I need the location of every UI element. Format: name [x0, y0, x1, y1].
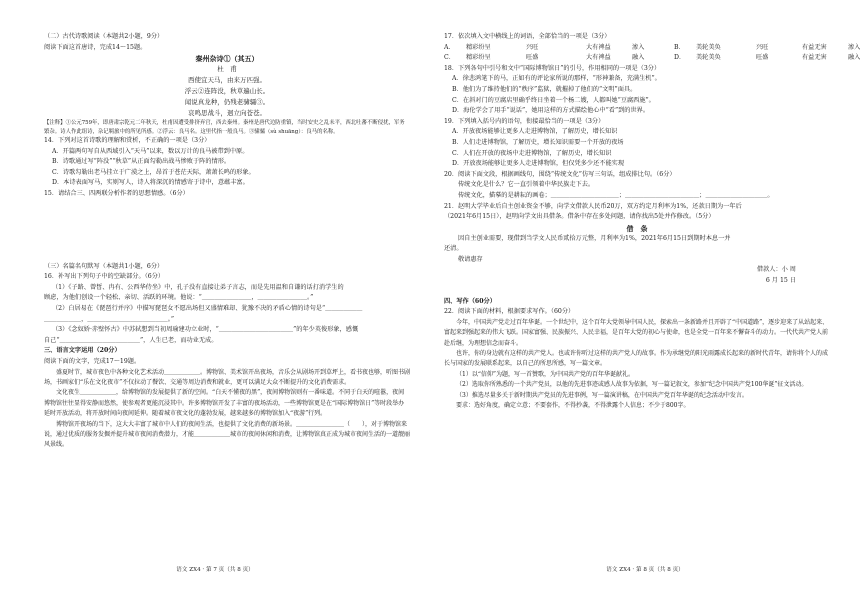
option-letter: A．	[444, 43, 455, 51]
q14-option: A．开篇两句写自从西域引入“天马”以来，数以万计的良马被带到中原。	[52, 147, 249, 155]
spacer	[444, 287, 830, 297]
writing-material: 今年，中国共产党走过百年华诞。一个世纪中，这个百年大党领导中国人民，探索出一条新路并且开辟了“中国道路”，逐步迎来了从站起来、富起来到强起来的伟大飞跃。国家富强、民族振兴、人民幸福，是百年大党的初心与使命，也是全党一百年来不懈奋斗的动力。一代代共产党人前赴后继，为理想信念而奋斗。	[444, 318, 829, 347]
option-letter: B．	[674, 43, 685, 51]
q17-options-row	[444, 53, 860, 64]
page-footer: 语文 ZX4 · 第 8 页（共 8 页）	[606, 567, 684, 573]
question-15: 15．请结合三、四两联分析作者的思想情感。（6分）	[44, 189, 189, 197]
poem-line: 哀鸣思战斗，迥立向苍苍。	[188, 109, 266, 118]
section-heading-dictation: （三）名篇名句默写（本题共1小题，6分）	[44, 262, 164, 270]
section-heading-language: 三、语言文字运用（20分）	[44, 347, 121, 355]
option-word: 兴旺	[526, 43, 539, 51]
poem-line: 西使宜天马，由来万匹强。	[188, 76, 266, 85]
option-word: 兴旺	[756, 43, 769, 51]
writing-task: （1）以“信仰”为题，写一首赞歌，为中国共产党的百年华诞献礼。	[456, 370, 634, 378]
option-word: 旺盛	[526, 54, 539, 62]
q18-option: B．他们为了维持他们的“秩序”监狱，就摧掉了他们的“文明”面具。	[452, 85, 637, 93]
iou-body: 因自主创业需要，现借到当学文人民币贰拾万元整，月利率为1%，2021年6月15日到期时本息一并	[458, 234, 731, 242]
iou-date: 6 月 15 日	[765, 277, 796, 285]
iou-closing: 敬请惠存	[458, 255, 483, 263]
option-word: 精彩纷呈	[466, 43, 491, 51]
right-page	[430, 0, 860, 589]
q16-item: （2）白居易在《琵琶行并序》中描写琵琶女不愿出场但又盛情难却、犹豫不决的矛盾心情的诗句是“＿＿＿＿＿＿	[52, 304, 363, 312]
question-18: 18．下列各句中引号和文中“国际博物馆日”的引号，作用相同的一项是（3分）	[444, 64, 661, 72]
option-word: 美轮美奂	[696, 43, 721, 51]
question-21-cont: （2021年6月15日），赵明向学文出具借条。借条中存在多处问题，请你找出5处并作修改。（5分）	[444, 213, 715, 221]
poem-author: 杜 甫	[217, 65, 237, 74]
iou-signature: 借款人：小 周	[756, 266, 796, 274]
writing-requirement: 要求：选好角度，确定立意；不要套作，不得抄袭，不得泄露个人信息；不少于800字。	[456, 402, 690, 410]
q18-option: D．海伦学会了用手“说话”，她用这样的方式描绘他心中“看”到的世界。	[452, 107, 650, 115]
writing-task: （3）推选尽量多关于新时期共产党员的先进事例，写一篇演讲稿，在中国共产党百年华诞的纪念活动中发言。	[456, 391, 748, 399]
language-passage: 文化夜生＿＿＿＿＿＿，给博物馆的发展提供了新的空间。“白天不懂夜的黑”，夜间博物馆则有一番味道。不同于白天的喧嚣，夜间博物馆往往显得安静而悠然，使参观者更能沉浸其中。许多博物馆开发了丰富的夜场活动，一些博物馆更是在“国际博物馆日”等时段举办延时开放活动，将开放时间向夜间延伸。随着城市夜文化的蓬勃发展，越来越多的博物馆加入“夜游”行列。	[44, 389, 405, 418]
option-word: 有益无害	[802, 54, 827, 62]
question-21: 21．赵明大学毕业后自主创业资金不够，向学文借款人民币20万，双方约定月利率为1%，还款日期为一年后	[444, 202, 742, 210]
section-heading-poetry: （二）古代诗歌阅读（本题共2小题，9分）	[44, 33, 164, 40]
question-16: 16．补写出下列句子中的空缺部分。（6分）	[44, 273, 165, 281]
option-letter: D．	[674, 54, 686, 62]
q20-quote: 传统文化，描摹的是耕耘的画卷；＿＿＿＿＿＿＿＿＿＿＿；＿＿＿＿＿＿＿＿＿＿＿＿；＿＿＿＿＿＿＿＿＿＿。	[458, 191, 774, 199]
question-20: 20．阅读下面文段，根据画线句，围绕“传统文化”仿写三句话，组成排比句。（6分）	[444, 170, 676, 178]
question-17: 17．依次填入文中横线上的词语，全部恰当的一项是（3分）	[444, 33, 611, 40]
writing-material: 也许，你的身边就有这样的共产党人。也或许你听过这样的共产党人的故事。作为承继党的阳光雨露成长起来的新时代青年，请你将个人的成长与国家的发展联系起来，以自己的所思所感，写一篇文章。	[444, 350, 829, 368]
language-passage: 盛夏时节，城市夜色中各种文化艺术活动＿＿＿＿＿＿。博物馆、美术馆开出夜场，音乐会从剧场开到草坪上，看书夜也够，听图书剧场，书画家们“乐在文化夜市”不仅拉动了餐饮、交通等周边消费和就业，更可以满足大众不断提升的文化消费需求。	[44, 368, 411, 386]
answer-space	[44, 200, 410, 262]
q18-option: C．在斜对门的豆腐店里确乎终日坐着一个杨二嫂，人都叫她“豆腐西施”。	[452, 96, 655, 104]
poem-line: 闻说真龙种，仍残老骕骦③。	[184, 98, 270, 107]
q14-option: C．诗歌勾勒出老马挂立于广漠之上，昂首于苍茫天际，萧萧长鸣的形象。	[52, 168, 255, 176]
q17-options-row	[444, 43, 860, 54]
question-19: 19．下列填入括号内的语句，衔接最恰当的一项是（3分）	[444, 117, 605, 125]
iou-title: 借 条	[626, 223, 648, 233]
option-word: 旺盛	[756, 54, 769, 62]
q19-option: D．开放夜场能够让更多人走进博物馆，但仅凭多少还不能实现	[452, 160, 625, 168]
poem-instruction: 阅读下面这首唐诗，完成14～15题。	[44, 43, 147, 51]
poem-annotation: 【注释】①公元759年，即唐肃宗乾元二年秋天，杜甫因遭受排挤弃官，西去秦州。秦州是唐代边防重镇，当时安史之乱未平，西北吐蕃不断侵扰，军务繁杂。诗人作此组诗，杂记羁旅中的所见所感。②浮云：良马名。这里代指一般良马。③骕骦（sù shuāng）：良马的名称。	[44, 120, 405, 135]
option-word: 融入	[848, 54, 860, 62]
q16-item: ＿＿＿＿＿＿，＿＿＿＿＿＿＿＿＿＿＿＿＿。”	[44, 315, 174, 323]
question-22: 22．阅读下面的材料，根据要求写作。（60分）	[444, 308, 575, 316]
writing-task: （2）选取你所熟悉的一个共产党员，以他的先进事迹或感人故事为依据，写一篇记叙文，参加“纪念中国共产党100华诞”征文活动。	[456, 381, 808, 389]
language-passage: 博物馆开夜场的当下，这大大丰富了城市中人们的夜间生活，也提供了文化消费的新场景。＿＿＿＿＿＿＿＿（ ），对于博物馆来说，通过优质的服务发掘并提升城市夜间消费潜力，才能＿＿＿＿＿＿城市的夜间休闲和消费，让博物馆真正成为城市夜间生活的一道靓丽风景线。	[44, 420, 411, 449]
q19-option: A．开放夜场能够让更多人走进博物馆，了解历史，增长知识	[452, 128, 618, 136]
poem-title: 秦州杂诗①（其五）	[195, 54, 259, 64]
option-word: 渗入	[848, 43, 860, 51]
question-14: 14．下列对这首诗歌的理解和赏析，不正确的一项是（3分）	[44, 137, 211, 144]
option-word: 大有裨益	[586, 43, 611, 51]
option-word: 渗入	[632, 43, 645, 51]
option-letter: C．	[444, 54, 455, 62]
q19-option: C．人们在开放的夜场中走进博物馆，了解历史，增长知识	[452, 149, 612, 157]
q19-option: B．人们走进博物馆，了解历史，增长知识需要一个开放的夜场	[452, 138, 624, 146]
option-word: 精彩纷呈	[466, 54, 491, 62]
q18-option: A．徐悲鸿笔下的马，正如有的评论家所说的那样，“形神兼备，充满生机”。	[452, 75, 661, 83]
option-word: 大有裨益	[586, 54, 611, 62]
option-word: 美轮美奂	[696, 54, 721, 62]
iou-body: 还清。	[444, 245, 463, 253]
q20-quote: 传统文化是什么？它一直引领着中华民族走下去。	[458, 181, 595, 189]
section-heading-writing: 四、写作（60分）	[444, 297, 496, 305]
q16-item: 顾虑，为他们创设一个轻松、亲切、活跃的环境。他说：“＿＿＿＿＿＿＿＿，＿＿＿＿＿＿＿＿。”	[44, 294, 314, 302]
option-word: 有益无害	[802, 43, 827, 51]
q14-option: D．本诗表面写马，实则写人，诗人将深沉的情感寄于诗中，意蕴丰富。	[52, 179, 249, 187]
q16-item: （3）《念奴娇·赤壁怀古》中苏轼想到当初周瑜建功立业时，“＿＿＿＿＿＿＿＿＿＿＿＿”的年少英俊形象，感慨	[52, 326, 359, 334]
q16-item: 自己“＿＿＿＿＿＿＿＿＿＿＿＿＿”，人生已老，而功业无成。	[44, 336, 218, 344]
option-word: 融入	[632, 54, 645, 62]
q14-option: B．诗歌通过写“阵没”“秋草”从正面勾勒出战马惨败于阵的情形。	[52, 158, 231, 166]
language-instruction: 阅读下面的文字，完成17～19题。	[44, 357, 141, 365]
q16-item: （1）《子路、曾皙、冉有、公西华侍坐》中，孔子没有直接让弟子言志，而是先用温和自谦的话打消学生的	[52, 283, 344, 291]
page-footer: 语文 ZX4 · 第 7 页（共 8 页）	[176, 567, 254, 573]
poem-line: 浮云②连阵没，秋草遍山长。	[184, 87, 270, 96]
